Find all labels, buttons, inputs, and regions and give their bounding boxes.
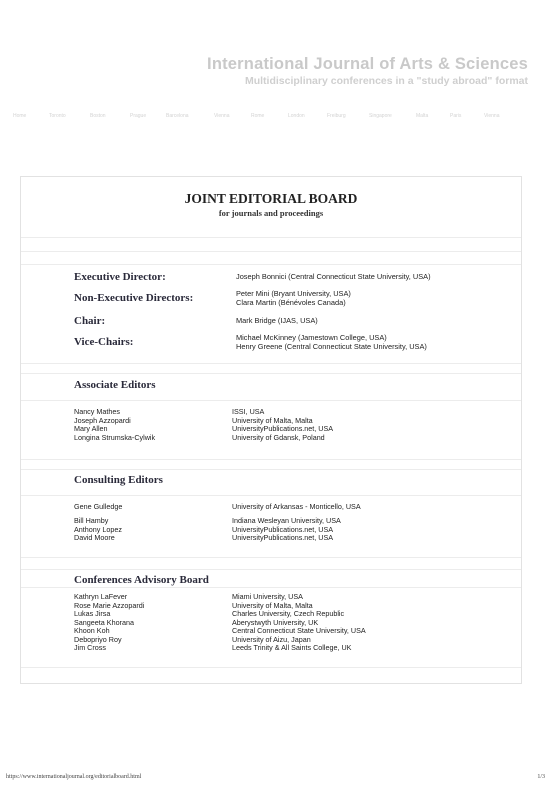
list-item: Bill Hamby [74,516,109,525]
divider [21,459,521,460]
divider [21,400,521,401]
list-item: Jim Cross [74,643,106,652]
consulting-editor-first-affiliation: University of Arkansas - Monticello, USA [232,502,361,511]
divider [21,237,521,238]
role-label-vice-chairs: Vice-Chairs: [74,336,134,348]
nav-item-freiburg[interactable]: Freiburg [327,113,346,119]
list-item: Aberystwyth University, UK [232,617,319,627]
list-item: David Moore [74,533,115,542]
editorial-board-panel [20,176,522,684]
list-item: Charles University, Czech Republic [232,609,345,618]
person-entry: Peter Mini (Bryant University, USA) [236,289,351,298]
divider [21,495,521,496]
divider [21,373,521,374]
divider [21,667,521,668]
top-navigation [0,113,552,125]
consulting-editor-first-name: Gene Gulledge [74,502,123,511]
list-item: Anthony Lopez [74,524,122,534]
site-subtitle: Multidisciplinary conferences in a "study abroad" format [244,75,528,87]
nav-item-prague[interactable]: Prague [130,113,147,119]
consulting-editors-affiliations [232,517,341,543]
list-item: Khoon Koh [74,626,110,635]
associate-editors-affiliations [232,408,333,442]
list-item: Longina Strumska-Cylwik [74,432,156,442]
nav-item-rome[interactable]: Rome [251,113,265,119]
footer-url: https://www.internationaljournal.org/editorialboard.html [6,774,142,780]
list-item: Miami University, USA [232,592,303,601]
role-value-chair [236,317,318,326]
footer-page-number: 1/3 [537,774,545,780]
divider [21,264,521,265]
list-item: Debopriyo Roy [74,634,122,644]
nav-item-london[interactable]: London [288,113,305,119]
consulting-editors-heading: Consulting Editors [74,474,163,486]
list-item: Kathryn LaFever [74,592,128,601]
nav-item-home[interactable]: Home [13,113,27,119]
list-item: Lukas Jirsa [74,609,111,618]
list-item: Mary Allen [74,424,108,433]
divider [21,569,521,570]
list-item: UniversityPublications.net, USA [232,533,334,542]
list-item: Central Connecticut State University, USA [232,626,366,635]
role-label-executive-director: Executive Director: [74,271,166,283]
site-title: International Journal of Arts & Sciences [207,55,528,73]
list-item: Joseph Azzopardi [74,415,131,425]
advisory-board-names [74,593,144,653]
person-entry: Joseph Bonnici (Central Connecticut State University, USA) [236,272,431,281]
list-item: UniversityPublications.net, USA [232,424,334,433]
advisory-board-affiliations [232,593,366,653]
person-entry: Clara Martin (Bénévoles Canada) [236,297,346,307]
list-item: University of Malta, Malta [232,600,313,610]
role-value-non-executive-directors [236,290,351,307]
associate-editors-names [74,408,155,442]
board-subtitle: for journals and proceedings [218,208,324,218]
list-item: UniversityPublications.net, USA [232,524,334,534]
board-title: JOINT EDITORIAL BOARD [184,191,358,206]
role-value-executive-director [236,273,431,282]
associate-editors-heading: Associate Editors [74,379,156,391]
nav-item-singapore[interactable]: Singapore [369,113,392,119]
divider [21,557,521,558]
nav-item-vienna-2[interactable]: Vienna [484,113,500,119]
site-header [207,55,528,87]
nav-item-paris[interactable]: Paris [450,113,462,119]
list-item: Leeds Trinity & All Saints College, UK [232,643,352,652]
consulting-editors-names [74,517,122,543]
list-item: University of Malta, Malta [232,415,313,425]
list-item: Indiana Wesleyan University, USA [232,516,341,525]
nav-item-boston[interactable]: Boston [90,113,106,119]
list-item: ISSI, USA [232,407,265,416]
nav-item-malta[interactable]: Malta [416,113,429,119]
role-label-chair: Chair: [74,315,106,327]
board-heading [21,177,521,218]
list-item: University of Aizu, Japan [232,634,311,644]
person-entry: Mark Bridge (IJAS, USA) [236,316,318,325]
role-value-vice-chairs [236,334,427,351]
divider [21,251,521,252]
nav-item-barcelona[interactable]: Barcelona [166,113,189,119]
person-entry: Henry Greene (Central Connecticut State University, USA) [236,341,427,351]
list-item: Nancy Mathes [74,407,120,416]
divider [21,587,521,588]
list-item: Sangeeta Khorana [74,617,134,627]
divider [21,363,521,364]
advisory-board-heading: Conferences Advisory Board [74,574,209,586]
list-item: University of Gdansk, Poland [232,432,325,442]
nav-item-toronto[interactable]: Toronto [49,113,66,119]
nav-item-vienna[interactable]: Vienna [214,113,230,119]
divider [21,469,521,470]
person-entry: Michael McKinney (Jamestown College, USA) [236,333,387,342]
list-item: Rose Marie Azzopardi [74,600,145,610]
role-label-non-executive-directors: Non-Executive Directors: [74,292,194,304]
